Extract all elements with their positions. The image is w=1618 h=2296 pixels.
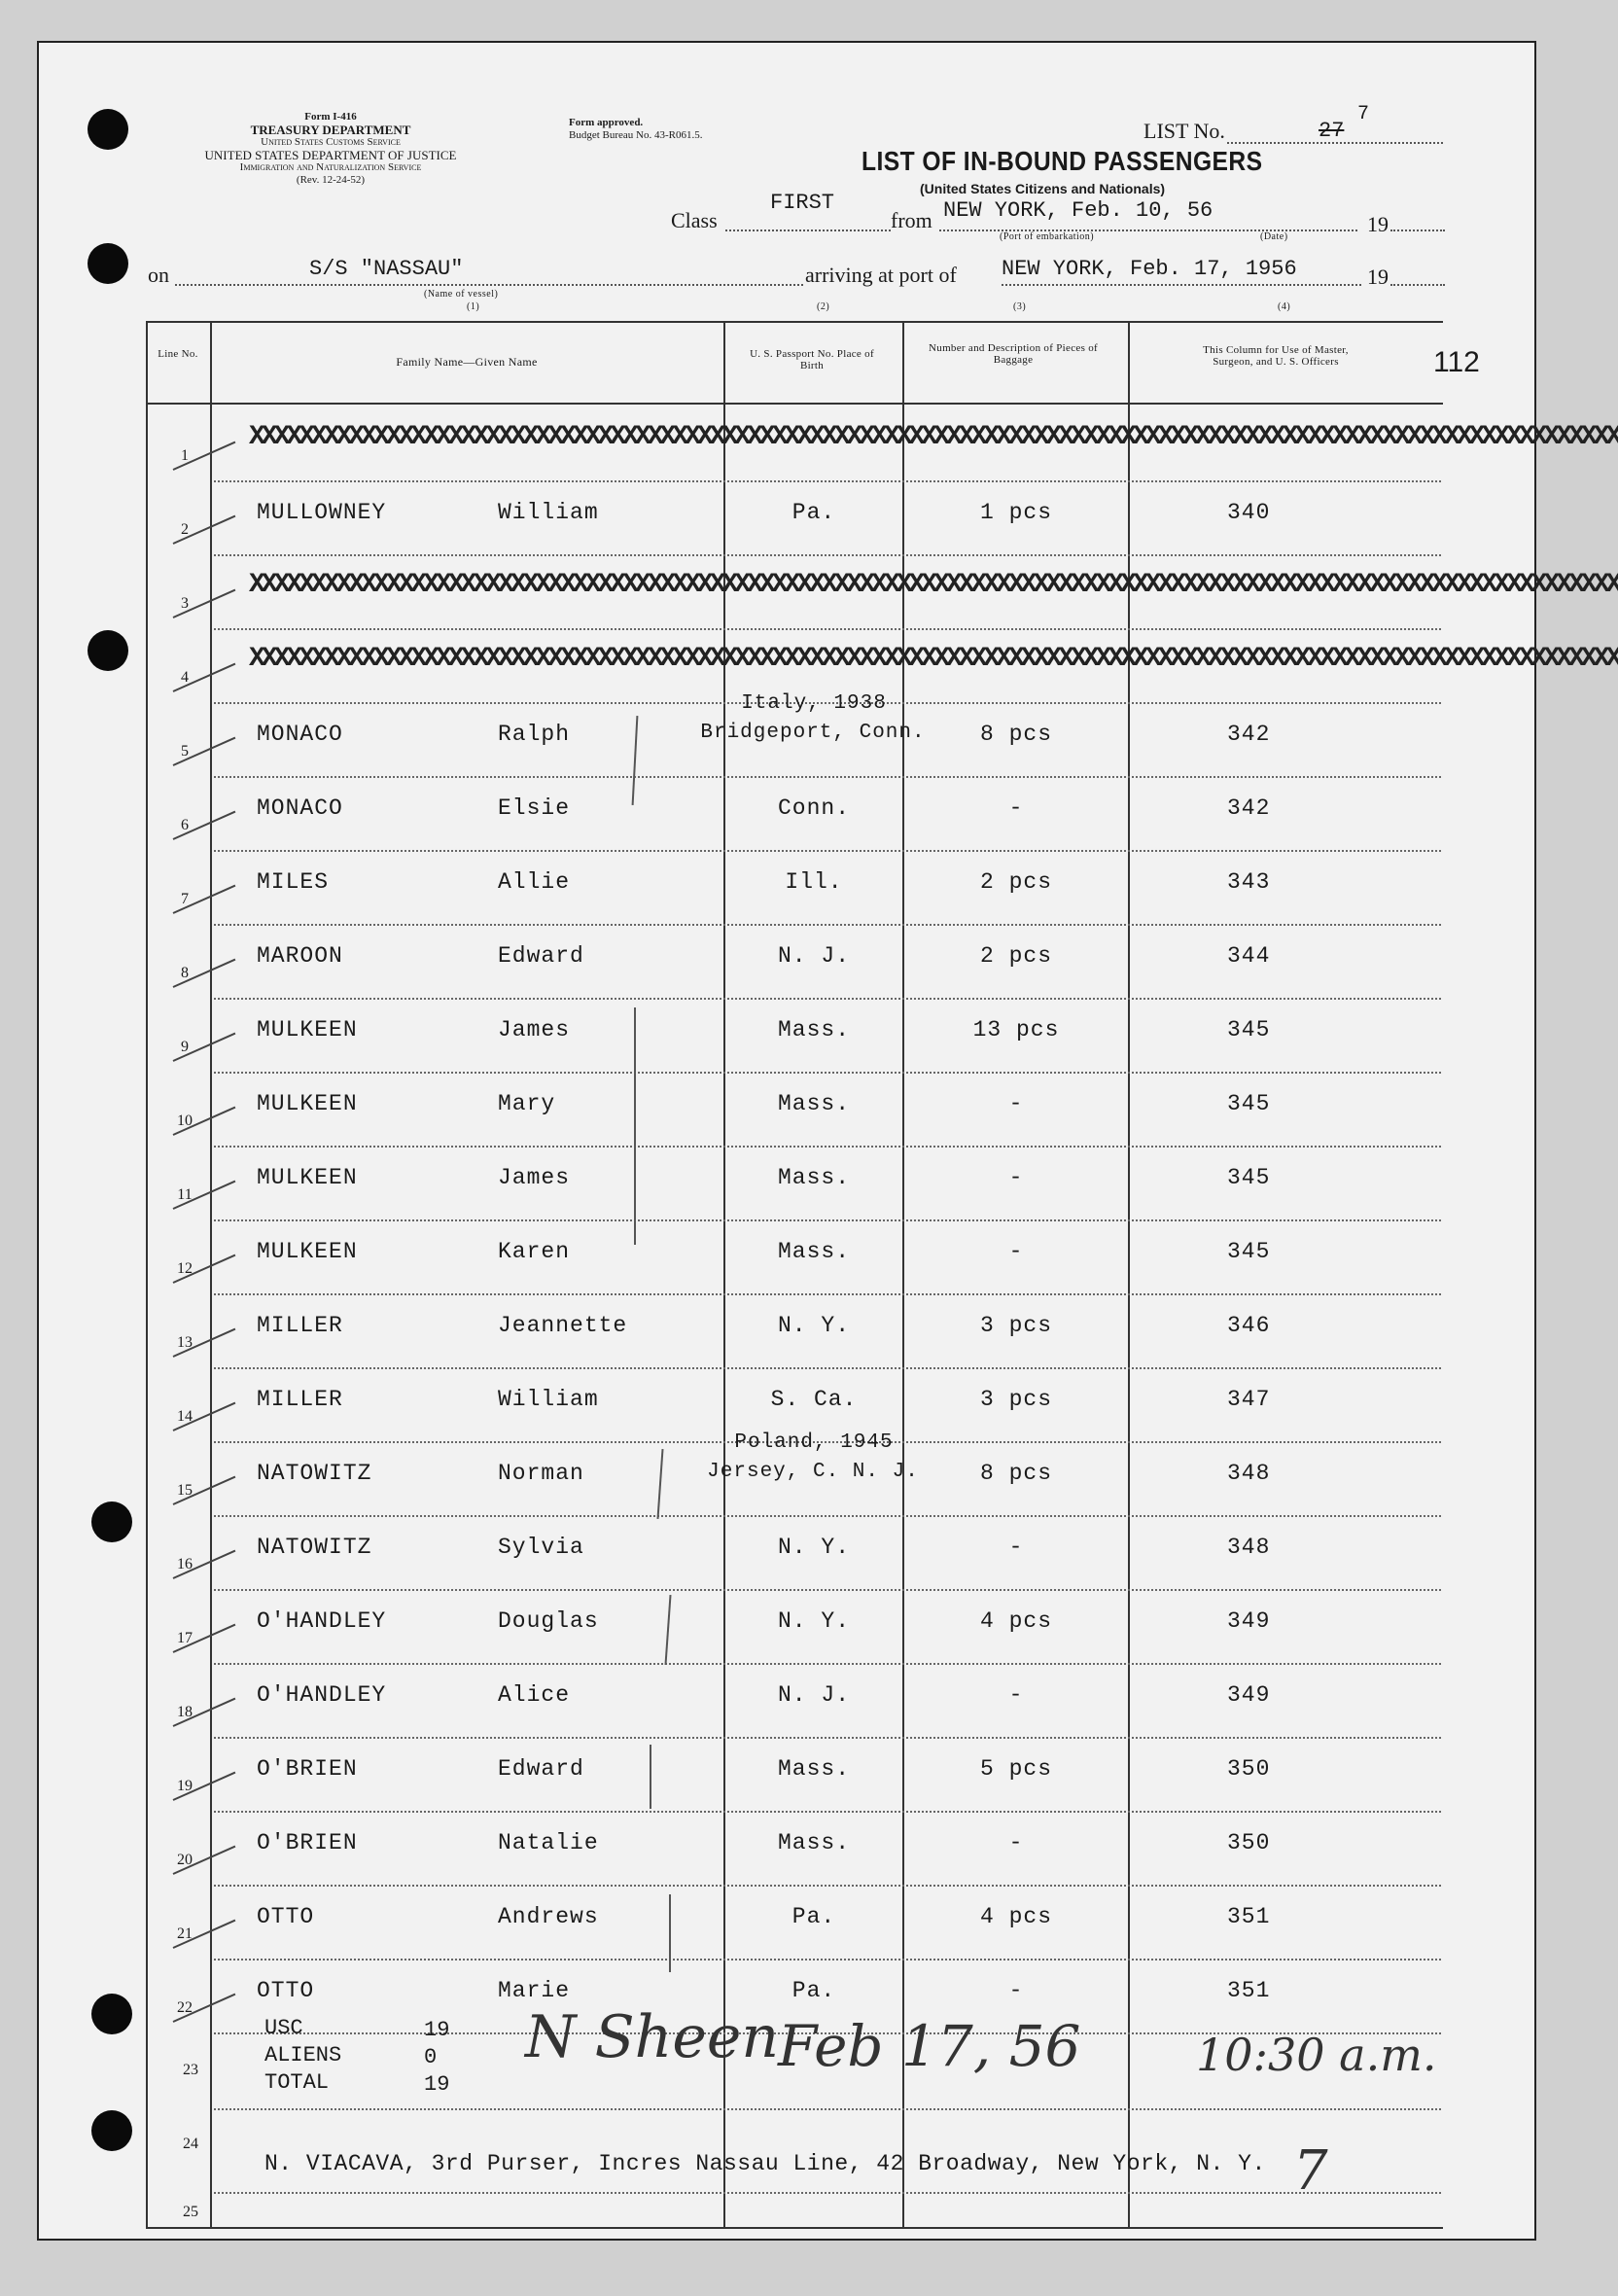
place-of-birth: N. Y. (777, 1313, 850, 1338)
given-name: Sylvia (498, 1535, 584, 1560)
family-name: NATOWITZ (257, 1535, 372, 1560)
purser-line: N. VIACAVA, 3rd Purser, Incres Nassau Line, 42 Broadway, New York, N. Y. (264, 2151, 1266, 2176)
given-name: Elsie (498, 795, 571, 821)
aliens-label: ALIENS (264, 2043, 342, 2067)
baggage-count: - (1008, 1165, 1024, 1190)
family-name: MONACO (257, 722, 343, 747)
total-label: TOTAL (264, 2070, 330, 2095)
baggage-count: 3 pcs (979, 1387, 1052, 1412)
birth-note: Poland, 1945 (734, 1431, 894, 1454)
table-row (0, 1000, 1499, 1074)
officer-number: 346 (1227, 1313, 1271, 1338)
line-number: 22 (177, 1999, 193, 2016)
given-name: Karen (498, 1239, 571, 1264)
class-value: FIRST (770, 191, 835, 215)
place-of-birth: Bridgeport, Conn. (700, 722, 926, 744)
officer-number: 340 (1227, 500, 1271, 525)
given-name: Natalie (498, 1830, 599, 1855)
list-no-label: LIST No. (1143, 119, 1225, 143)
table-row (0, 1665, 1499, 1739)
officer-number: 343 (1227, 869, 1271, 895)
struck-out-entry: XXXXXXXXXXXXXXXXXXXXXXXXXXXXXXXXXXXXXXXXXXXXXXXXXXXXXXXXXXXXXXXXXXXXXXXXXXXXXXXXXXXXXXXXXXXXXXXXXXXXXXXXXXXXXX (249, 570, 1618, 600)
date-caption: (Date) (1260, 231, 1288, 242)
table-row (0, 1887, 1499, 1960)
handwritten-brace (634, 1007, 636, 1245)
vessel-name: S/S "NASSAU" (309, 257, 464, 281)
class-label: Class (671, 208, 718, 232)
place-of-birth: Mass. (777, 1165, 850, 1190)
place-of-birth: N. Y. (777, 1535, 850, 1560)
officer-number: 348 (1227, 1461, 1271, 1486)
baggage-count: 3 pcs (979, 1313, 1052, 1338)
punch-hole (88, 243, 128, 284)
family-name: MONACO (257, 795, 343, 821)
treasury-label: TREASURY DEPARTMENT (250, 123, 411, 137)
totals-values (424, 2017, 449, 2099)
table-top-border (146, 321, 1443, 323)
year-dotted-line (1390, 230, 1445, 231)
family-name: MILLER (257, 1387, 343, 1412)
column-header-baggage: Number and Description of Pieces of Baggage (929, 342, 1098, 366)
given-name: William (498, 500, 599, 525)
table-row (0, 1295, 1499, 1369)
line-number: 1 (181, 447, 189, 464)
given-name: Jeannette (498, 1313, 628, 1338)
baggage-count: 2 pcs (979, 943, 1052, 969)
caption-3: (3) (1013, 301, 1027, 312)
family-name: MULLOWNEY (257, 500, 387, 525)
signature-date: Feb 17, 56 (778, 2013, 1081, 2079)
officer-number: 342 (1227, 795, 1271, 821)
line-number: 14 (177, 1408, 193, 1425)
place-of-birth: S. Ca. (770, 1387, 858, 1412)
baggage-count: - (1008, 1535, 1024, 1560)
given-name: Marie (498, 1978, 571, 2003)
vessel-caption: (Name of vessel) (424, 289, 499, 300)
line-number: 7 (181, 891, 189, 907)
page-number: 112 (1433, 346, 1480, 378)
caption-1: (1) (467, 301, 480, 312)
line-number: 21 (177, 1925, 193, 1942)
line-number: 15 (177, 1482, 193, 1499)
line-number: 11 (177, 1186, 193, 1203)
line-number: 19 (177, 1778, 193, 1794)
rev-label: (Rev. 12-24-52) (296, 174, 366, 186)
family-name: MULKEEN (257, 1091, 358, 1116)
arriving-value: NEW YORK, Feb. 17, 1956 (1002, 257, 1297, 281)
table-row (0, 1221, 1499, 1295)
page-subtitle: (United States Citizens and Nationals) (920, 181, 1166, 196)
place-of-birth: N. J. (777, 943, 850, 969)
line-number-25: 25 (183, 2204, 198, 2220)
given-name: Edward (498, 1756, 584, 1782)
total-count: 19 (424, 2072, 450, 2097)
table-row (0, 1739, 1499, 1813)
place-of-birth: N. J. (777, 1682, 850, 1708)
line-number: 17 (177, 1630, 193, 1646)
arriving-dotted-line (1002, 284, 1361, 286)
form-number: Form I-416 (304, 111, 357, 123)
line-number: 13 (177, 1334, 193, 1351)
baggage-count: 1 pcs (979, 500, 1052, 525)
caption-2: (2) (817, 301, 830, 312)
handwritten-brace (669, 1894, 671, 1972)
family-name: O'BRIEN (257, 1830, 358, 1855)
customs-label: United States Customs Service (261, 136, 401, 148)
line-number: 3 (181, 595, 189, 612)
column-header-officers: This Column for Use of Master, Surgeon, and U. S. Officers (1203, 344, 1349, 368)
officer-number: 342 (1227, 722, 1271, 747)
family-name: OTTO (257, 1904, 315, 1929)
given-name: James (498, 1017, 571, 1042)
family-name: MULKEEN (257, 1017, 358, 1042)
place-of-birth: Mass. (777, 1756, 850, 1782)
from-label: from (891, 208, 932, 232)
place-of-birth: Mass. (777, 1091, 850, 1116)
officer-number: 351 (1227, 1904, 1271, 1929)
given-name: Alice (498, 1682, 571, 1708)
page-title: LIST OF IN-BOUND PASSENGERS (862, 146, 1263, 176)
handwritten-brace (650, 1745, 651, 1809)
arriving-label: arriving at port of (805, 263, 957, 287)
baggage-count: 4 pcs (979, 1904, 1052, 1929)
line-number: 16 (177, 1556, 193, 1572)
baggage-count: 13 pcs (972, 1017, 1060, 1042)
given-name: Douglas (498, 1608, 599, 1634)
budget-label: Budget Bureau No. 43-R061.5. (569, 129, 703, 141)
given-name: William (498, 1387, 599, 1412)
column-header-passport: U. S. Passport No. Place of Birth (750, 348, 874, 371)
caption-4: (4) (1278, 301, 1291, 312)
table-row (0, 1074, 1499, 1148)
year-dotted-line-2 (1390, 284, 1445, 286)
birth-note: Italy, 1938 (741, 692, 887, 715)
officer-number: 344 (1227, 943, 1271, 969)
approval-block (569, 117, 702, 142)
given-name: Edward (498, 943, 584, 969)
justice-label: UNITED STATES DEPARTMENT OF JUSTICE (204, 148, 457, 162)
immigration-label: Immigration and Naturalization Service (239, 161, 422, 173)
officer-number: 347 (1227, 1387, 1271, 1412)
family-name: O'HANDLEY (257, 1608, 387, 1634)
signature-name: N Sheen (525, 2003, 779, 2071)
officer-number: 351 (1227, 1978, 1271, 2003)
table-row (0, 1517, 1499, 1591)
family-name: MILES (257, 869, 330, 895)
line-number: 18 (177, 1704, 193, 1720)
family-name: NATOWITZ (257, 1461, 372, 1486)
signature-time: 10:30 a.m. (1196, 2029, 1437, 2081)
line-number: 20 (177, 1852, 193, 1868)
baggage-count: - (1008, 795, 1024, 821)
table-row (0, 1591, 1499, 1665)
vessel-dotted-line (175, 284, 803, 286)
footer-mark: 7 (1293, 2139, 1328, 2203)
place-of-birth: Pa. (791, 500, 836, 525)
approved-label: Form approved. (569, 117, 644, 128)
line-number: 9 (181, 1039, 189, 1055)
table-row (0, 482, 1499, 556)
baggage-count: - (1008, 1830, 1024, 1855)
given-name: Andrews (498, 1904, 599, 1929)
on-label: on (148, 263, 169, 287)
place-of-birth: Mass. (777, 1017, 850, 1042)
table-row (0, 692, 1499, 778)
family-name: MILLER (257, 1313, 343, 1338)
officer-number: 350 (1227, 1830, 1271, 1855)
officer-number: 348 (1227, 1535, 1271, 1560)
baggage-count: 8 pcs (979, 1461, 1052, 1486)
given-name: Mary (498, 1091, 556, 1116)
place-of-birth: Mass. (777, 1830, 850, 1855)
line-number: 2 (181, 521, 189, 538)
baggage-count: - (1008, 1091, 1024, 1116)
year-label: 19 (1367, 212, 1389, 236)
aliens-count: 0 (424, 2045, 438, 2069)
table-row (0, 408, 1618, 482)
family-name: O'BRIEN (257, 1756, 358, 1782)
baggage-count: 5 pcs (979, 1756, 1052, 1782)
given-name: Ralph (498, 722, 571, 747)
given-name: James (498, 1165, 571, 1190)
table-row (0, 852, 1499, 926)
form-header-block (156, 111, 506, 187)
given-name: Allie (498, 869, 571, 895)
usc-label: USC (264, 2016, 303, 2040)
usc-count: 19 (424, 2018, 450, 2042)
officer-number: 345 (1227, 1239, 1271, 1264)
line-number: 5 (181, 743, 189, 759)
port-caption: (Port of embarkation) (1000, 231, 1095, 242)
line-number: 8 (181, 965, 189, 981)
place-of-birth: Pa. (791, 1978, 836, 2003)
family-name: MAROON (257, 943, 343, 969)
baggage-count: - (1008, 1682, 1024, 1708)
table-bottom-border (146, 2227, 1443, 2229)
line-number-23: 23 (183, 2062, 198, 2078)
row-divider (214, 2108, 1441, 2110)
officer-number: 345 (1227, 1017, 1271, 1042)
family-name: OTTO (257, 1978, 315, 2003)
list-no-value: 7 (1357, 103, 1370, 125)
baggage-count: 8 pcs (979, 722, 1052, 747)
struck-out-entry: XXXXXXXXXXXXXXXXXXXXXXXXXXXXXXXXXXXXXXXXXXXXXXXXXXXXXXXXXXXXXXXXXXXXXXXXXXXXXXXXXXXXXXXXXXXXXXXXXXXXXXXXXXXXXX (249, 422, 1618, 452)
table-row (0, 556, 1618, 630)
punch-hole (91, 2110, 132, 2151)
place-of-birth: N. Y. (777, 1608, 850, 1634)
table-row (0, 1813, 1499, 1887)
table-row (0, 926, 1499, 1000)
officer-number: 345 (1227, 1091, 1271, 1116)
struck-out-entry: XXXXXXXXXXXXXXXXXXXXXXXXXXXXXXXXXXXXXXXXXXXXXXXXXXXXXXXXXXXXXXXXXXXXXXXXXXXXXXXXXXXXXXXXXXXXXXXXXXXXXXXXXXXXXX (249, 644, 1618, 674)
baggage-count: 2 pcs (979, 869, 1052, 895)
line-number: 6 (181, 817, 189, 833)
table-row (0, 1148, 1499, 1221)
family-name: O'HANDLEY (257, 1682, 387, 1708)
line-number-24: 24 (183, 2136, 198, 2152)
place-of-birth: Ill. (785, 869, 843, 895)
officer-number: 345 (1227, 1165, 1271, 1190)
baggage-count: 4 pcs (979, 1608, 1052, 1634)
family-name: MULKEEN (257, 1239, 358, 1264)
line-number: 12 (177, 1260, 193, 1277)
place-of-birth: Mass. (777, 1239, 850, 1264)
row-divider (214, 2192, 1441, 2194)
place-of-birth: Jersey, C. N. J. (707, 1461, 919, 1483)
column-header-name: Family Name—Given Name (396, 355, 538, 369)
punch-hole (88, 109, 128, 150)
given-name: Norman (498, 1461, 584, 1486)
family-name: MULKEEN (257, 1165, 358, 1190)
class-dotted-line (725, 230, 891, 231)
from-value: NEW YORK, Feb. 10, 56 (943, 198, 1214, 223)
table-row (0, 1431, 1499, 1517)
table-row (0, 778, 1499, 852)
baggage-count: - (1008, 1239, 1024, 1264)
column-header-line-no: Line No. (158, 348, 198, 360)
line-number: 4 (181, 669, 189, 686)
officer-number: 350 (1227, 1756, 1271, 1782)
officer-number: 349 (1227, 1682, 1271, 1708)
place-of-birth: Pa. (791, 1904, 836, 1929)
list-no-struck: 27 (1319, 119, 1345, 143)
line-number: 10 (177, 1113, 193, 1129)
totals-labels (264, 2015, 341, 2097)
officer-number: 349 (1227, 1608, 1271, 1634)
table-header-border (146, 403, 1443, 405)
baggage-count: - (1008, 1978, 1024, 2003)
year-label-2: 19 (1367, 265, 1389, 289)
place-of-birth: Conn. (777, 795, 850, 821)
